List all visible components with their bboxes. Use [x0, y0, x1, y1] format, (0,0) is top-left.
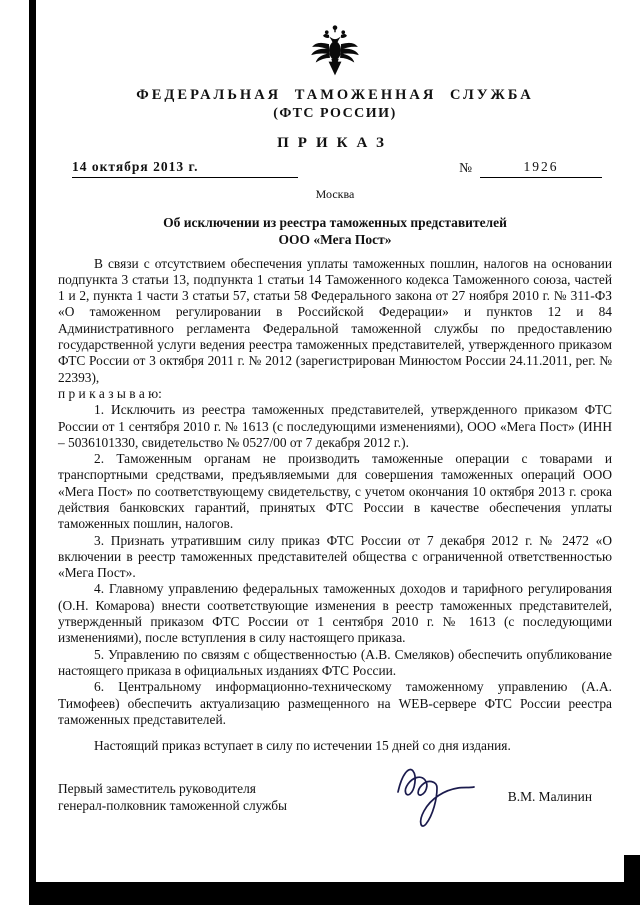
- order-item-4: 4. Главному управлению федеральных таможенных доходов и тарифного регулирования (О.Н. Комарова) внести соответствующие изменения в реестр таможенных представителей, утвержденный приказом ФТС России от 1 сентября 2010 г. № 1613 (с последующими изменениями), после вступления в силу настоящего приказа.: [58, 581, 612, 646]
- order-item-6: 6. Центральному информационно-техническому таможенному управлению (А.А. Тимофеев) обеспечить актуализацию размещенного на WEB-сервере ФТС России реестра таможенных представителей.: [58, 679, 612, 727]
- russia-coat-of-arms-icon: [58, 24, 612, 80]
- signer-name: В.М. Малинин: [507, 789, 592, 805]
- order-item-3: 3. Признать утратившим силу приказ ФТС России от 7 декабря 2012 г. № 2472 «О включении в реестр таможенных представителей общества с ограниченной ответственностью «Мега Пост».: [58, 532, 612, 581]
- scan-edge-corner: [624, 855, 640, 905]
- doc-title-line2: ООО «Мега Пост»: [278, 232, 392, 248]
- order-item-5: 5. Управлению по связям с общественностью (А.В. Смеляков) обеспечить опубликование настоящего приказа в официальных изданиях ФТС России.: [58, 646, 612, 678]
- org-name: ФЕДЕРАЛЬНАЯ ТАМОЖЕННАЯ СЛУЖБА: [136, 87, 534, 103]
- doc-date: 14 октября 2013 г.: [72, 159, 298, 178]
- doc-type-title: ПРИКАЗ: [277, 135, 393, 151]
- date-number-row: [58, 159, 612, 178]
- signature-block: [58, 780, 612, 814]
- signer-position-line1: Первый заместитель руководителя: [58, 781, 256, 797]
- doc-body: [58, 256, 612, 755]
- order-item-1: 1. Исключить из реестра таможенных представителей, утвержденного приказом ФТС России от 1 сентября 2010 г. № 1613 (с последующими изменениями), ООО «Мега Пост» (ИНН – 5036101330, свидетельство № 0527/00 от 7 декабря 2012 г.).: [58, 402, 612, 450]
- signature-autograph: [390, 754, 482, 837]
- document-content: [58, 0, 612, 814]
- doc-title: [58, 214, 612, 249]
- scan-edge-bottom: [29, 882, 640, 905]
- doc-number-cell: [459, 159, 602, 178]
- order-item-2: 2. Таможенным органам не производить таможенные операции с товарами и транспортными средствами, предъявляемыми для совершения таможенных операций ООО «Мега Пост» по соответствующему свидетельству, с учетом окончания 10 октября 2013 г. срока действия банковских гарантий, принятых ФТС России в качестве обеспечения уплаты таможенных пошлин, налогов.: [58, 451, 612, 532]
- scan-edge-left: [29, 0, 36, 884]
- doc-title-line1: Об исключении из реестра таможенных представителей: [163, 215, 507, 230]
- signer-position: [58, 780, 287, 814]
- org-abbreviation: (ФТС РОССИИ): [273, 106, 397, 121]
- closing-paragraph: Настоящий приказ вступает в силу по истечении 15 дней со дня издания.: [94, 738, 511, 754]
- doc-number: 1926: [480, 159, 602, 178]
- doc-city: Москва: [315, 187, 355, 201]
- resolve-line: п р и к а з ы в а ю:: [58, 385, 162, 401]
- intro-paragraph: В связи с отсутствием обеспечения уплаты таможенных пошлин, налогов на основании подпункта 3 статьи 13, подпункта 1 статьи 14 Таможенного кодекса Таможенного союза, частей 1 и 2, пункта 1 части 3 статьи 57, статьи 58 Федерального закона от 27 ноября 2010 г. № 311-ФЗ «О таможенном регулировании в Российской Федерации» и пунктов 12 и 84 Административного регламента Федеральной таможенной службы по предоставлению государственной услуги ведения реестра таможенных представителей, утвержденного приказом ФТС России от 3 октября 2011 г. № 2012 (зарегистрирован Минюстом России 24.11.2011, рег. № 22393),: [58, 255, 612, 385]
- number-sign: №: [459, 160, 472, 175]
- signer-position-line2: генерал-полковник таможенной службы: [58, 798, 288, 814]
